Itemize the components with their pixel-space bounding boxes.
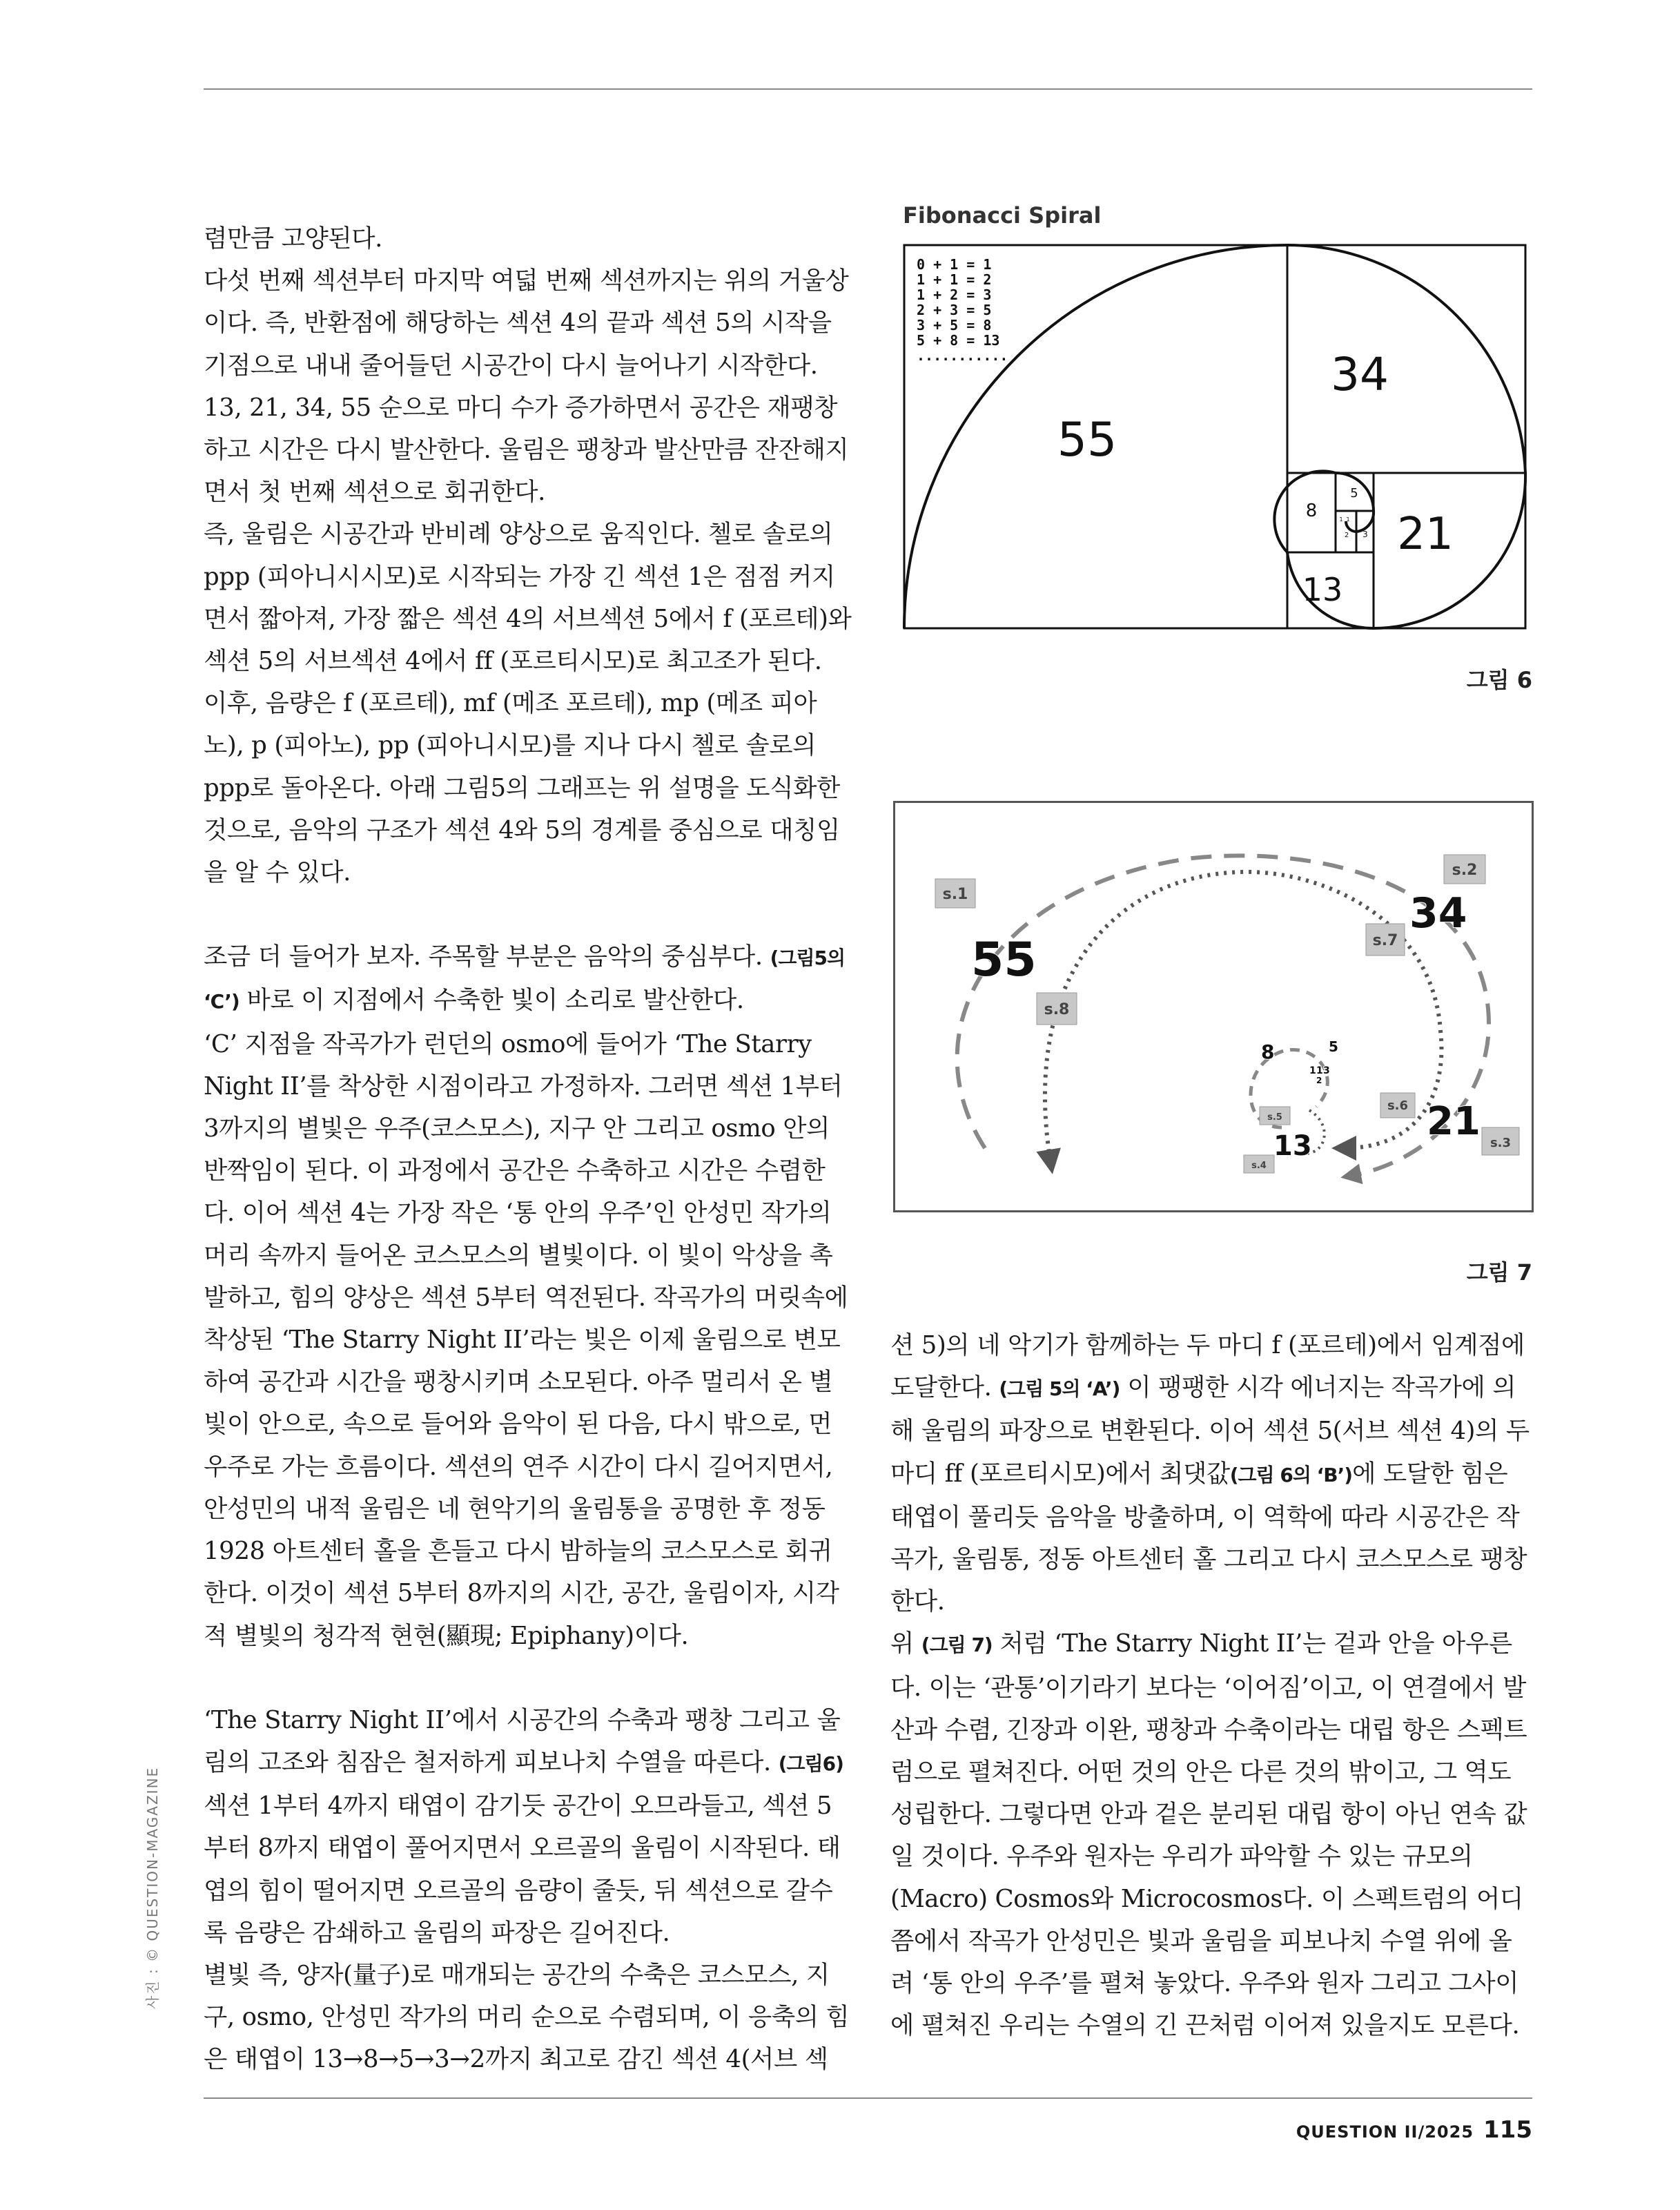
square-label-2: 2 <box>1344 532 1349 539</box>
figure-7-section-spiral <box>893 801 1534 1212</box>
magazine-issue: QUESTION II/2025 <box>1296 2122 1474 2142</box>
bottom-rule <box>204 2097 1532 2099</box>
section-tag-s8: s.8 <box>1044 1001 1070 1018</box>
figure-reference: (그림 6의 ‘B’) <box>1229 1463 1353 1486</box>
square-label-55: 55 <box>1057 413 1117 467</box>
square-label-3: 3 <box>1362 530 1368 539</box>
number-1a: 1 <box>1309 1065 1316 1076</box>
paragraph-gap <box>204 1657 852 1699</box>
page-footer <box>1296 2116 1532 2144</box>
paragraph: ‘The Starry Night II’에서 시공간의 수축과 팽창 그리고 울림의 고조와 침잠은 철저하게 피보나치 수열을 따른다. (그림6) <box>204 1705 843 1776</box>
square-label-5: 5 <box>1350 486 1358 501</box>
number-21: 21 <box>1427 1099 1481 1144</box>
section-tag-s5: s.5 <box>1267 1112 1282 1123</box>
figure-reference: (그림 5의 ‘A’) <box>999 1377 1120 1401</box>
right-column <box>890 1324 1532 2046</box>
square-label-13: 13 <box>1302 571 1343 608</box>
figure-6-fibonacci-spiral <box>890 197 1532 632</box>
paragraph: 별빛 즉, 양자(量子)로 매개되는 공간의 수축은 코스모스, 지구, osmo, 안성민 작가의 머리 순으로 수렴되며, 이 응축의 힘은 태엽이 13→8→5→3→2까지 최고로 감긴 섹션 4(서브 섹 <box>204 1960 850 2074</box>
section-tag-s4: s.4 <box>1251 1161 1267 1171</box>
equation: ........... <box>917 347 1008 364</box>
figure-reference: (그림5의 ‘C’) <box>204 947 846 1014</box>
paragraph: ‘C’ 지점을 작곡가가 런던의 osmo에 들어가 ‘The Starry Night II’를 착상한 시점이라고 가정하자. 그러면 섹션 1부터 3까지의 별빛은 우주(코스모스), 지구 안 그리고 osmo 안의 반짝임이 된다. 이 과정에서 공간은 수축하고 시간은 수렴한다. 이어 섹션 4는 가장 작은 ‘통 안의 우주’인 안성민 작가의 머리 속까지 들어온 코스모스의 별빛이다. 이 빛이 악상을 촉발하고, 힘의 양상은 섹션 5부터 역전된다. 작곡가의 머릿속에 착상된 ‘The Starry Night II’라는 빛은 이제 울림으로 변모하여 공간과 시간을 팽창시키며 소모된다. 아주 멀리서 온 별빛이 안으로, 속으로 들어와 음악이 된 다음, 다시 밖으로, 먼 우주로 가는 흐름이다. 섹션의 연주 시간이 다시 길어지면서, 안성민의 내적 울림은 네 현악기의 울림통을 공명한 후 정동1928 아트센터 홀을 흔들고 다시 밤하늘의 코스모스로 회귀한다. 이것이 섹션 5부터 8까지의 시간, 공간, 울림이자, 시각적 별빛의 청각적 현현(顯現; Epiphany)이다. <box>204 1029 848 1650</box>
paragraph: 섹션 1부터 4까지 태엽이 감기듯 공간이 오므라들고, 섹션 5부터 8까지 태엽이 풀어지면서 오르골의 울림이 시작된다. 태엽의 힘이 떨어지면 오르골의 음량이 줄듯, 뒤 섹션으로 갈수록 음량은 감쇄하고 울림의 파장은 길어진다. <box>204 1792 841 1947</box>
top-rule <box>204 88 1532 90</box>
number-13: 13 <box>1273 1130 1312 1162</box>
section-tag-s2: s.2 <box>1452 862 1478 879</box>
paragraph: 다섯 번째 섹션부터 마지막 여덟 번째 섹션까지는 위의 거울상이다. 즉, 반환점에 해당하는 섹션 4의 끝과 섹션 5의 시작을 기점으로 내내 줄어들던 시공간이 다시 늘어나기 시작한다. 13, 21, 34, 55 순으로 마디 수가 증가하면서 공간은 재팽창하고 시간은 다시 발산한다. 울림은 팽창과 발산만큼 잔잔해지면서 첫 번째 섹션으로 회귀한다. <box>204 266 849 507</box>
paragraph: 렴만큼 고양된다. <box>204 224 383 253</box>
equation: 3 + 5 = 8 <box>917 317 992 333</box>
equation-list <box>917 256 1008 364</box>
number-2: 2 <box>1316 1076 1322 1085</box>
paragraph: 션 5)의 네 악기가 함께하는 두 마디 f (포르테)에서 임계점에 도달한다. (그림 5의 ‘A’) 이 팽팽한 시각 에너지는 작곡가에 의해 울림의 파장으로 변환된다. 이어 섹션 5(서브 섹션 4)의 두 마디 ff (포르티시모)에서 최댓값(그림 6의 ‘B’)에 도달한 힘은 태엽이 풀리듯 음악을 방출하며, 이 역학에 따라 시공간은 작곡가, 울림통, 정동 아트센터 홀 그리고 다시 코스모스로 팽창한다. <box>890 1331 1530 1616</box>
figure-7-caption: 그림 7 <box>1466 1259 1532 1286</box>
figure-6-title: Fibonacci Spiral <box>903 202 1102 229</box>
page-number: 115 <box>1483 2116 1532 2144</box>
left-column <box>204 217 852 2081</box>
photo-credit: 사진 : © QUESTION-MAGAZINE <box>144 1766 161 2009</box>
section-spiral-diagram <box>895 803 1532 1210</box>
dotted-return-path <box>1045 872 1442 1162</box>
equation: 0 + 1 = 1 <box>917 256 992 273</box>
spiral-curve <box>904 245 1525 628</box>
section-tag-s6: s.6 <box>1387 1098 1409 1113</box>
equation: 2 + 3 = 5 <box>917 302 992 318</box>
fibonacci-spiral-diagram <box>890 197 1532 632</box>
paragraph: 즉, 울림은 시공간과 반비례 양상으로 움직인다. 첼로 솔로의 ppp (피아니시시모)로 시작되는 가장 긴 섹션 1은 점점 커지면서 짧아져, 가장 짧은 섹션 4의 서브섹션 5에서 f (포르테)와 섹션 5의 서브섹션 4에서 ff (포르티시모)로 최고조가 된다. 이후, 음량은 f (포르테), mf (메조 포르테), mp (메조 피아노), p (피아노), pp (피아니시모)를 지나 다시 첼로 솔로의 ppp로 돌아온다. 아래 그림5의 그래프는 위 설명을 도식화한 것으로, 음악의 구조가 섹션 4와 5의 경계를 중심으로 대칭임을 알 수 있다. <box>204 520 852 887</box>
figure-reference: (그림 7) <box>921 1634 993 1657</box>
square-label-21: 21 <box>1397 509 1454 560</box>
paragraph: 조금 더 들어가 보자. 주목할 부분은 음악의 중심부다. (그림5의 ‘C’) 바로 이 지점에서 수축한 빛이 소리로 발산한다. <box>204 942 846 1015</box>
square-label-34: 34 <box>1331 348 1389 401</box>
number-3: 3 <box>1323 1065 1330 1076</box>
paragraph: 위 (그림 7) 처럼 ‘The Starry Night II’는 겉과 안을 아우른다. 이는 ‘관통’이기라기 보다는 ‘이어짐’이고, 이 연결에서 발산과 수렴, 긴장과 이완, 팽창과 수축이라는 대립 항은 스펙트럼으로 펼쳐진다. 어떤 것의 안은 다른 것의 밖이고, 그 역도 성립한다. 그렇다면 안과 겉은 분리된 대립 항이 아닌 연속 값일 것이다. 우주와 원자는 우리가 파악할 수 있는 규모의 (Macro) Cosmos와 Microcosmos다. 이 스펙트럼의 어디쯤에서 작곡가 안성민은 빛과 울림을 피보나치 수열 위에 올려 ‘통 안의 우주’를 펼쳐 놓았다. 우주와 원자 그리고 그사이에 펼쳐진 우리는 수열의 긴 끈처럼 이어져 있을지도 모른다. <box>890 1629 1527 2040</box>
number-1b: 1 <box>1316 1065 1323 1076</box>
equation: 1 + 1 = 2 <box>917 271 992 288</box>
number-8: 8 <box>1261 1040 1275 1063</box>
section-tag-s3: s.3 <box>1489 1136 1512 1150</box>
number-55: 55 <box>971 933 1037 987</box>
square-label-8: 8 <box>1305 501 1318 521</box>
outer-rectangle <box>904 245 1525 628</box>
number-34: 34 <box>1409 889 1467 938</box>
square-label-1a: 1 <box>1339 516 1343 523</box>
section-tag-s7: s.7 <box>1372 932 1398 949</box>
figure-reference: (그림6) <box>778 1752 843 1775</box>
figure-6-caption: 그림 6 <box>1466 667 1532 693</box>
section-tag-s1: s.1 <box>942 886 968 903</box>
number-5: 5 <box>1329 1038 1338 1055</box>
paragraph-gap <box>204 893 852 936</box>
equation: 1 + 2 = 3 <box>917 287 992 303</box>
square-label-1b: 1 <box>1346 516 1350 523</box>
equation: 5 + 8 = 13 <box>917 332 1000 349</box>
